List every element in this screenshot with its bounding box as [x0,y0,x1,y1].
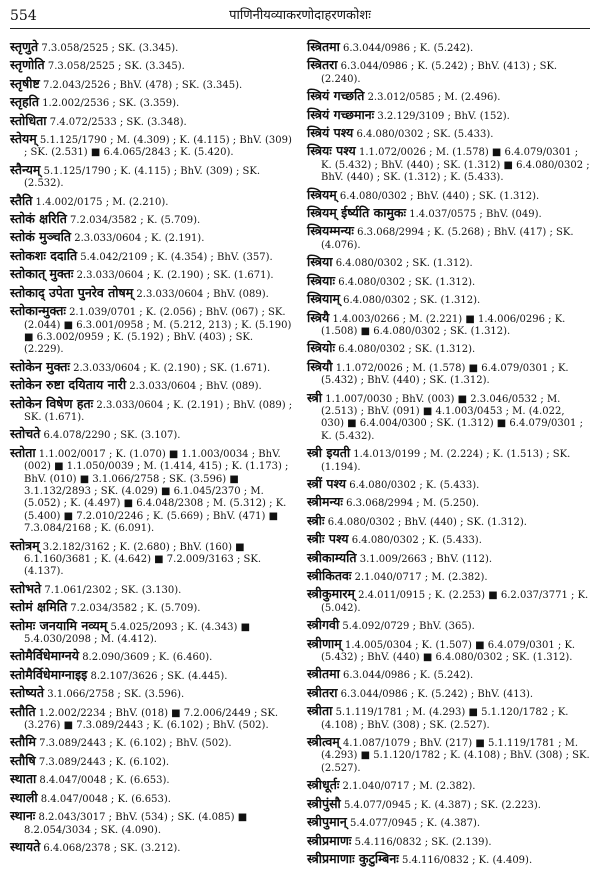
dictionary-entry [307,186,590,203]
dictionary-entry [307,358,590,388]
entry-references: 2.3.033/0604 ; BhV. (089). [129,381,262,393]
entry-references: 1.4.002/0175 ; M. (2.210). [35,196,169,208]
dictionary-entry [10,75,293,92]
entry-headword: स्त्रियम् [307,186,337,202]
entry-headword: स्त्रियं गच्छति [307,88,365,104]
entry-headword: स्थायते [10,838,41,854]
entry-references: 7.3.058/2525 ; SK. (3.345). [41,43,179,54]
entry-headword: स्त्रीधूर्तः [307,777,340,793]
entry-headword: स्तौमि [10,734,36,750]
entry-references: 8.4.047/0048 ; K. (6.653). [39,775,170,787]
entry-headword: स्तोकं मुञ्चति [10,229,72,245]
entry-headword: स्त्रीपुंसौ [307,795,341,811]
entry-references: 1.2.002/2536 ; SK. (3.359). [42,98,180,110]
dictionary-entry [307,779,590,793]
entry-headword: स्त्रियौ [307,358,333,374]
dictionary-entry [307,272,590,289]
dictionary-entry [10,358,293,375]
entry-headword: स्तोकान्मुक्तः [10,303,66,319]
page-header [10,6,590,29]
running-title: पाणिनीयव्याकरणोदाहरणकोशः [229,8,371,23]
dictionary-entry [10,537,293,579]
entry-headword: स्तोभते [10,580,42,596]
entry-headword: स्थाली [10,789,38,805]
entry-references: 6.4.068/2378 ; SK. (3.212). [43,842,181,854]
entry-references: 7.3.089/2443 ; K. (6.102) ; BhV. (502). [39,738,232,750]
entry-references: 3.1.009/2663 ; BhV. (112). [359,553,493,565]
dictionary-entry [307,832,590,849]
entry-references: 6.3.044/0986 ; K. (5.242). [343,670,474,682]
dictionary-entry [10,617,293,647]
entry-references: 6.4.080/0302 ; K. (5.433). [349,479,480,491]
entry-headword: स्तोधिता [10,112,47,128]
entry-references: 6.3.044/0986 ; K. (5.242) ; BhV. (413). [340,688,534,700]
dictionary-entry [10,213,293,227]
entry-headword: स्त्रियै [307,309,330,325]
entry-headword: स्तोकं क्षरिति [10,211,67,227]
entry-headword: स्त्रितमा [307,39,340,54]
entry-headword: स्त्री इयती [307,445,351,461]
dictionary-entry [10,810,293,837]
dictionary-entry [10,428,293,442]
entry-headword: स्त्रिया [307,254,333,270]
dictionary-entry [10,96,293,110]
entry-columns [10,41,590,871]
entry-references: 6.4.080/0302 ; K. (5.433). [351,535,482,547]
entry-references: 6.4.080/0302 ; BhV. (440) ; SK. (1.312). [339,190,540,202]
entry-references: 6.4.080/0302 ; SK. (1.312). [338,276,476,288]
entry-headword: स्तृषीष्ट [10,75,40,91]
entry-references: 6.3.068/2994 ; K. (5.268) ; BhV. (417) ; SK. (4.076). [321,227,574,251]
dictionary-entry [307,705,590,732]
dictionary-entry [307,309,590,339]
entry-headword: स्त्रीप्रमाणः [307,832,352,848]
entry-references: 2.3.012/0585 ; M. (2.496). [367,92,501,104]
entry-headword: स्तोचते [10,426,41,442]
dictionary-entry [10,247,293,264]
entry-references: 5.1.119/1781 ; M. (4.293) ■ 5.1.120/1782 ; K. (4.108) ; BhV. (308) ; SK. (2.527). [321,707,569,731]
entry-references: 2.1.040/0717 ; M. (2.382). [342,781,476,793]
dictionary-entry [307,795,590,812]
entry-headword: स्त्रीता [307,703,333,719]
entry-references: 8.2.107/3626 ; SK. (4.445). [90,670,228,682]
entry-headword: स्त्रीः [307,512,325,528]
entry-headword: स्तोत्रम् [10,537,40,553]
right-column [307,41,590,871]
entry-references: 5.4.042/2109 ; K. (4.354) ; BhV. (357). [80,251,273,263]
entry-references: 7.2.043/2526 ; BhV. (478) ; SK. (3.345). [42,79,243,91]
entry-headword: स्त्रीमन्यः [307,494,343,510]
entry-references: 2.1.040/0717 ; M. (2.382). [354,572,488,583]
dictionary-entry [10,752,293,769]
entry-references: 7.2.034/3582 ; K. (5.709). [70,603,201,615]
dictionary-entry [10,133,293,160]
dictionary-entry [10,666,293,683]
entry-references: 2.3.033/0604 ; K. (2.191). [74,233,205,245]
entry-references: 3.2.129/3109 ; BhV. (152). [377,110,510,122]
entry-headword: स्तोमं क्षमिति [10,599,68,615]
entry-headword: स्त्रियोः [307,340,336,356]
entry-headword: स्तृहति [10,94,39,110]
entry-references: 5.1.125/1790 ; M. (4.309) ; K. (4.115) ; BhV. (309) ; SK. (2.531) ■ 6.4.065/2843 ; K. (5.420). [24,135,292,159]
entry-headword: स्तेयम् [10,131,37,147]
entry-references: 1.1.002/0017 ; K. (1.070) ■ 1.1.003/0034 ; BhV. (002) ■ 1.1.050/0039 ; M. (1.414, 415) ; K. (1.173) ; BhV. (010) ■ 3.1.066/2758 ; SK. (3.596) ■ 3.1.132/2893 ; SK. (4.029) ■ 6.1.045/2370 ; M. (5.052) ; K. (4.497) ■ 6.4.048/2308 ; M. (5.312) ; K. (5.400) ■ 7.2.010/2246 ; K. (5.669) ; BhV. (471) ■ 7.3.084/2168 ; K. (6.091). [24,448,289,535]
entry-headword: स्त्रीपुमान् [307,814,347,830]
entry-headword: स्तौति [10,703,36,719]
entry-references: 1.4.005/0304 ; K. (1.507) ■ 6.4.079/0301 ; K. (5.432) ; BhV. (440) ■ 6.4.080/0302 ; SK. (1.312). [321,639,576,664]
dictionary-entry [10,650,293,664]
entry-headword: स्तोकशः ददाति [10,247,78,263]
entry-headword: स्त्रीतमा [307,666,340,682]
entry-headword: स्तैति [10,192,33,208]
entry-references: 2.3.033/0604 ; K. (2.190) ; SK. (1.671). [76,270,274,282]
entry-references: 6.4.080/0302 ; SK. (1.312). [338,344,476,356]
dictionary-entry [307,570,590,584]
entry-headword: स्तृणुते [10,39,39,54]
entry-references: 5.4.077/0945 ; K. (4.387). [349,818,481,830]
dictionary-entry [10,789,293,806]
entry-headword: स्त्रीं पश्य [307,475,347,491]
entry-headword: स्त्रियाः [307,272,336,288]
dictionary-entry [10,687,293,701]
dictionary-entry [307,588,590,615]
dictionary-entry [307,90,590,104]
dictionary-entry [307,225,590,252]
entry-headword: स्त्रियः पश्य [307,143,356,159]
dictionary-entry [307,106,590,123]
entry-references: 1.4.037/0575 ; BhV. (049). [409,209,542,221]
dictionary-entry [307,684,590,701]
dictionary-entry [10,192,293,209]
entry-references: 5.4.025/2093 ; K. (4.343) ■ 5.4.030/2098 ; M. (4.412). [24,621,251,646]
entry-references: 6.4.080/0302 ; BhV. (440) ; SK. (1.312). [327,516,527,528]
dictionary-entry [307,816,590,830]
entry-headword: स्त्रीकाम्यति [307,549,357,565]
dictionary-entry [10,268,293,282]
entry-references: 2.1.039/0701 ; K. (2.056) ; BhV. (067) ; SK. (2.044) ■ 6.3.001/0958 ; M. (5.212, 213) ; K. (5.190) ■ 6.3.002/0959 ; K. (5.192) ; BhV. (403) ; SK. (2.229). [24,307,292,356]
entry-headword: स्तोकात् मुक्तः [10,266,74,282]
entry-references: 8.4.047/0048 ; K. (6.653). [40,793,171,805]
dictionary-entry [10,444,293,536]
entry-references: 6.3.068/2994 ; M. (5.250). [346,498,480,510]
entry-references: 6.4.080/0302 ; SK. (1.312). [335,258,473,270]
entry-references: 5.4.092/0729 ; BhV. (365). [342,621,475,633]
entry-headword: स्त्रियं गच्छमानः [307,106,375,122]
entry-headword: स्तोकाद् उपेता पुनरेव तोषम् [10,284,134,300]
entry-headword: स्त्रीणाम् [307,635,342,651]
dictionary-entry [307,635,590,665]
dictionary-entry [10,284,293,301]
entry-references: 6.4.080/0302 ; SK. (1.312). [343,295,481,307]
dictionary-entry [10,379,293,393]
entry-references: 1.1.007/0030 ; BhV. (003) ■ 2.3.046/0532 ; M. (2.513) ; BhV. (091) ■ 4.1.003/0453 ; M. (4.022, 030) ■ 6.4.004/0300 ; SK. (1.312) ■ 6.4.079/0301 ; K. (5.432). [321,393,583,442]
entry-references: 2.3.033/0604 ; BhV. (089). [136,288,269,300]
dictionary-entry [307,293,590,307]
entry-headword: स्थाता [10,771,37,787]
entry-references: 6.4.078/2290 ; SK. (3.107). [43,430,181,442]
dictionary-entry [10,395,293,425]
entry-references: 1.1.072/0026 ; M. (1.578) ■ 6.4.079/0301 ; K. (5.432) ; BhV. (440) ; SK. (1.312) ■ 6.4.080/0302 ; BhV. (440) ; SK. (1.312) ; K. (5.433). [321,147,590,184]
entry-references: 2.3.033/0604 ; K. (2.190) ; SK. (1.671). [73,362,271,374]
dictionary-entry [307,549,590,566]
entry-headword: स्तोमैर्विधेमाग्नये [10,648,79,664]
dictionary-entry [10,41,293,55]
dictionary-entry [10,580,293,597]
entry-references: 6.3.044/0986 ; K. (5.242). [343,43,474,54]
dictionary-entry [307,496,590,510]
entry-references: 7.3.058/2525 ; SK. (3.345). [47,61,185,73]
dictionary-entry [307,475,590,492]
entry-references: 3.1.066/2758 ; SK. (3.596). [47,689,185,701]
dictionary-entry [307,127,590,141]
entry-headword: स्तोकेन रुष्टा दयिताय नारी [10,377,127,393]
entry-headword: स्त्रीगवी [307,617,340,633]
dictionary-entry [307,736,590,775]
entry-references: 5.4.077/0945 ; K. (4.387) ; SK. (2.223). [343,799,541,811]
entry-headword: स्तैन्यम् [10,161,41,177]
entry-headword: स्तोता [10,444,36,460]
dictionary-entry [10,703,293,733]
entry-references: 4.1.087/1079 ; BhV. (217) ■ 5.1.119/1781 ; M. (4.293) ■ 5.1.120/1782 ; K. (4.108) ; BhV. (308) ; SK. (2.527). [321,738,590,774]
dictionary-entry [10,112,293,129]
entry-headword: स्तृणोति [10,57,45,73]
entry-headword: स्त्रीतरा [307,684,338,700]
dictionary-entry [10,305,293,357]
entry-headword: स्तौषि [10,752,36,768]
page-number: 554 [10,8,37,24]
dictionary-entry [10,838,293,855]
entry-headword: स्तोष्यते [10,685,45,701]
dictionary-entry [307,342,590,356]
entry-references: 2.3.033/0604 ; K. (2.191) ; BhV. (089) ; SK. (1.671). [24,399,293,423]
dictionary-entry [307,619,590,633]
left-column [10,41,293,871]
dictionary-entry [10,601,293,615]
dictionary-entry [307,512,590,529]
dictionary-entry [307,256,590,270]
dictionary-entry [10,59,293,73]
entry-headword: स्त्रितरा [307,57,338,73]
entry-references: 1.2.002/2234 ; BhV. (018) ■ 7.2.006/2449 ; SK. (3.276) ■ 7.3.089/2443 ; K. (6.102) ; BhV. (502). [24,707,279,732]
dictionary-entry [307,447,590,474]
entry-references: 6.3.044/0986 ; K. (5.242) ; BhV. (413) ; SK. (2.240). [321,61,558,85]
entry-headword: स्त्रीकुमारम् [307,586,355,602]
entry-references: 7.2.034/3582 ; K. (5.709). [70,215,201,227]
dictionary-entry [307,389,590,444]
dictionary-entry [10,161,293,191]
entry-headword: स्त्रीकितवः [307,568,352,583]
entry-references: 8.2.090/3609 ; K. (6.460). [82,652,213,664]
entry-references: 1.1.072/0026 ; M. (1.578) ■ 6.4.079/0301 ; K. (5.432) ; BhV. (440) ; SK. (1.312). [321,362,569,387]
entry-headword: स्त्रियं पश्य [307,125,354,141]
entry-references: 8.2.043/3017 ; BhV. (534) ; SK. (4.085) ■ 8.2.054/3034 ; SK. (4.090). [24,812,248,836]
dictionary-entry [307,207,590,221]
entry-references: 1.4.003/0266 ; M. (2.221) ■ 1.4.006/0296 ; K. (1.508) ■ 6.4.080/0302 ; SK. (1.312). [321,313,566,337]
entry-headword: स्तोकेन मुक्तः [10,358,70,374]
dictionary-entry [307,145,590,184]
entry-headword: स्त्रियम् ईर्ष्यति कामुकः [307,205,407,221]
dictionary-entry [307,59,590,86]
entry-headword: स्त्री [307,389,323,405]
entry-headword: स्त्रीप्रमाणाः कुटुम्बिनः [307,850,399,866]
entry-references: 3.2.182/3162 ; K. (2.680) ; BhV. (160) ■ 6.1.160/3681 ; K. (4.642) ■ 7.2.009/3163 ; SK. (4.137). [24,541,261,578]
entry-references: 5.4.116/0832 ; SK. (2.139). [354,836,492,848]
entry-references: 6.4.080/0302 ; SK. (5.433). [356,129,494,141]
entry-references: 7.3.089/2443 ; K. (6.102). [38,756,170,768]
entry-references: 5.4.116/0832 ; K. (4.409). [401,854,533,866]
entry-headword: स्थानः [10,808,36,824]
entry-headword: स्त्रीत्वम् [307,734,340,750]
entry-headword: स्त्रीः पश्य [307,531,349,547]
entry-references: 7.1.061/2302 ; SK. (3.130). [44,584,182,596]
entry-references: 1.4.013/0199 ; M. (2.224) ; K. (1.513) ; SK. (1.194). [321,449,571,473]
entry-headword: स्तोमैर्विधेमाग्नाइइ [10,666,88,682]
dictionary-entry [307,668,590,682]
dictionary-entry [307,533,590,547]
entry-headword: स्त्रियाम् [307,291,340,307]
dictionary-entry [10,773,293,787]
dictionary-entry [307,850,590,867]
entry-references: 5.1.125/1790 ; K. (4.115) ; BhV. (309) ; SK. (2.532). [24,165,261,190]
dictionary-entry [307,41,590,55]
entry-headword: स्तोमः जनयामि नव्यम् [10,617,108,633]
entry-references: 2.4.011/0915 ; K. (2.253) ■ 6.2.037/3771 ; K. (5.042). [321,590,589,614]
entry-references: 7.4.072/2533 ; SK. (3.348). [49,116,187,128]
entry-headword: स्तोकेन विषेण हतः [10,395,94,411]
dictionary-entry [10,736,293,750]
entry-headword: स्त्रियम्मन्यः [307,223,354,239]
dictionary-entry [10,231,293,245]
